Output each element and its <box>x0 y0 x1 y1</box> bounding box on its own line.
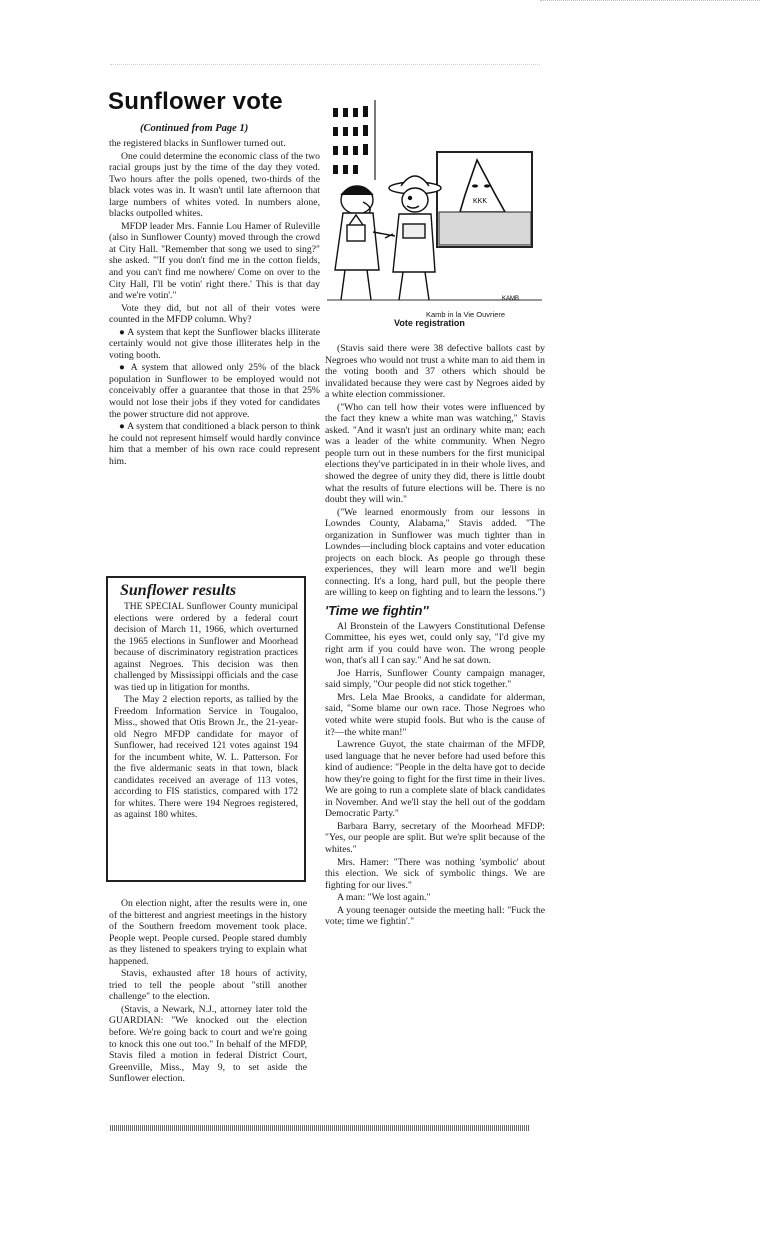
building-icon <box>333 106 368 174</box>
voter-figure-icon <box>385 176 441 300</box>
cartoon-credit: Kamb in la Vie Ouvriere <box>426 310 506 319</box>
bottom-left-column <box>109 898 307 1086</box>
paragraph: Vote they did, but not all of their votes were counted in the MFDP column. Why? <box>109 302 320 326</box>
paragraph: Stavis, exhausted after 18 hours of activity, tried to tell the people about "still another challenge" to the election. <box>109 968 307 1003</box>
cartoon-signature: KAMB <box>502 296 520 302</box>
scan-edge-line <box>110 64 540 67</box>
paragraph: THE SPECIAL Sunflower County municipal elections were ordered by a federal court decision of March 11, 1966, which overturned the 1965 elections in Sunflower and Moorhead because of discriminatory registration practices against Negroes. This decision was then challenged by Mississippi officials and the case was tied up in litigation for months. <box>114 602 298 693</box>
scan-edge-dots <box>540 0 760 7</box>
paragraph: One could determine the economic class of the two racial groups just by the time of the day they voted. Two hours after the polls opened, two-thirds of the black votes was in. It wasn't until late afternoon that large numbers of whites voted. In numbers alone, blacks outpolled whites. <box>109 150 320 220</box>
sunflower-results-box <box>106 576 306 882</box>
headline: Sunflower vote <box>108 88 283 115</box>
bullet-paragraph: ● A system that allowed only 25% of the black population in Sunflower to be employed would not conceivably offer a guarantee that those in that 25% would not lose their jobs if they voted for candidates the power structure did not approve. <box>109 362 320 420</box>
paragraph: The May 2 election reports, as tallied by the Freedom Information Service in Tougaloo, Miss., showed that Otis Brown Jr., the 21-year-old Negro MFDP candidate for mayor of Sunflower, had received 121 votes against 194 for the incumbent white, W. L. Patterson. For the five aldermanic seats in that town, black candidates received an average of 113 votes, according to FIS statistics, compared with 172 for whites. There were 194 Negroes registered, as against 180 whites. <box>114 695 298 820</box>
paragraph: ("Who can tell how their votes were influenced by the fact they knew a white man was watching," Stavis asked. "And it wasn't just an ordinary white man; each was a leader of the white community. When Negro people turn out in these numbers for the first municipal elections they've participated in in their whole lives, and showed the degree of unity they did, there is little doubt what the results of future elections will be. There is no doubt they will win." <box>325 401 545 506</box>
cartoon-caption: Vote registration <box>394 318 465 328</box>
paragraph: the registered blacks in Sunflower turned out. <box>109 138 286 149</box>
left-column <box>109 138 320 468</box>
registrar-figure-icon <box>335 186 395 300</box>
paragraph: A man: "We lost again." <box>337 892 431 904</box>
paragraph: Mrs. Lela Mae Brooks, a candidate for alderman, said, "Some blame our own race. Those Negroes who voted white were stupid fools. But who is the cause of it?—the white man!" <box>325 691 545 738</box>
paragraph: Barbara Barry, secretary of the Moorhead MFDP: "Yes, our people are split. But we're split because of the whites." <box>325 820 545 855</box>
paragraph: Joe Harris, Sunflower County campaign manager, said simply, "Our people did not stick together." <box>325 667 545 691</box>
paragraph: Mrs. Hamer: "There was nothing 'symbolic' about this election. We sick of symbolic things. We are fighting for our lives." <box>325 856 545 891</box>
bullet-paragraph: ● A system that kept the Sunflower blacks illiterate certainly would not give those illiterates help in the voting booth. <box>109 326 320 361</box>
subhead: 'Time we fightin'' <box>325 603 429 619</box>
scan-footer-rule <box>110 1125 530 1131</box>
cartoon-illustration <box>327 100 547 315</box>
continued-line: (Continued from Page 1) <box>140 123 249 134</box>
bullet-paragraph: ● A system that conditioned a black person to think he could not represent himself would hardly convince him that a member of his own race could represent him. <box>109 421 320 467</box>
paragraph: Al Bronstein of the Lawyers Constitutional Defense Committee, his eyes wet, could only say, "I'd give my right arm if you could have won. The wrong people won, that's all I can say." And he sat down. <box>325 620 545 667</box>
kkk-sign: KKK <box>473 198 488 205</box>
paragraph: MFDP leader Mrs. Fannie Lou Hamer of Ruleville (also in Sunflower County) moved through the crowd at City Hall. "Remember that song we used to sing?" she asked. "'If you don't find me in the cotton fields, and you can't find me nowhere/ Come on over to the City Hall, I'll be votin' right there.' This is that day and we're votin'." <box>109 220 320 302</box>
paragraph: Lawrence Guyot, the state chairman of the MFDP, used language that he never before had used before this kind of audience: "People in the delta have got to decide how they're going to fight for the first time in their lives. We are going to run a complete slate of black candidates in November. And we'll stay the hell out of the goddam Democratic Party." <box>325 739 545 820</box>
paragraph: (Stavis, a Newark, N.J., attorney later told the GUARDIAN: "We knocked out the election before. We're going back to court and we're going to knock this one out too." In behalf of the MFDP, Stavis filed a motion in federal District Court, Greenville, Miss., May 9, to set aside the Sunflower election. <box>109 1003 307 1085</box>
paragraph: ("We learned enormously from our lessons in Lowndes County, Alabama," Stavis added. "The organization in Sunflower was much tighter than in Lowndes—including block captains and voter education projects on each block. As people go through these experiences, they will learn more and we'll begin connecting. It's a long, hard pull, but the people there are willing to keep on fighting and to learn the lessons.") <box>325 506 545 599</box>
paragraph: On election night, after the results were in, one of the bitterest and angriest meetings in the history of the Southern freedom movement took place. People wept. People cursed. People stared dumbly as they listened to speakers trying to explain what happened. <box>109 898 307 967</box>
paragraph: (Stavis said there were 38 defective ballots cast by Negroes who would not trust a white man to aid them in the voting booth and 37 others which should be invalidated because they were cast by Negroes aided by a white election commissioner. <box>325 343 545 401</box>
box-title: Sunflower results <box>120 582 237 599</box>
paragraph: A young teenager outside the meeting hall: "Fuck the vote; time we fightin'." <box>325 904 545 928</box>
box-body <box>114 602 298 822</box>
right-column <box>325 343 545 929</box>
